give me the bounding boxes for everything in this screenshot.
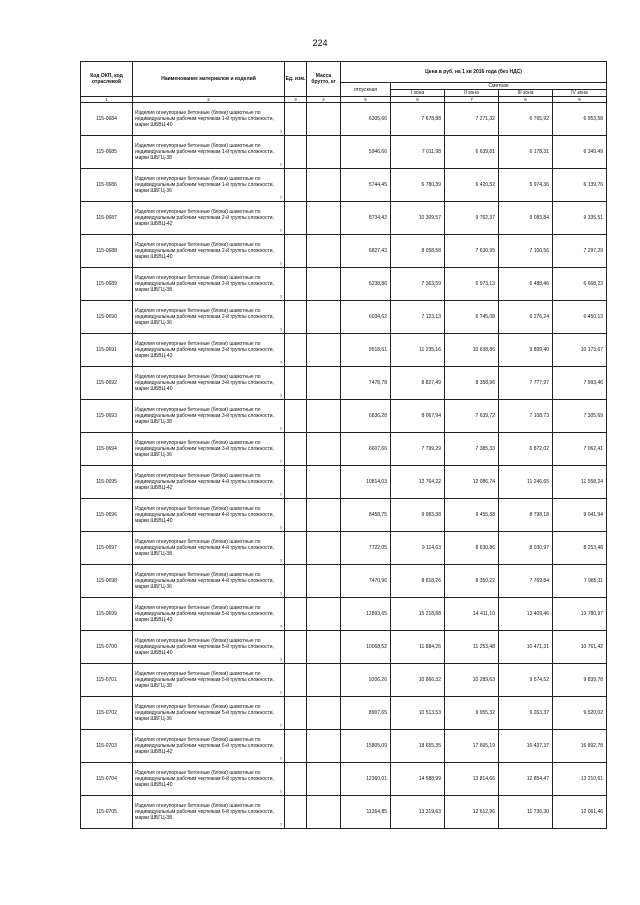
mass-cell (307, 664, 341, 697)
zone-3-price: 9 083,84 (499, 202, 553, 235)
unit-cell (285, 697, 307, 730)
row-mark: т (279, 261, 282, 266)
row-mark: т (279, 756, 282, 761)
unit-cell (285, 169, 307, 202)
row-mark: т (279, 789, 282, 794)
zone-1-price: 8 067,94 (391, 400, 445, 433)
zone-2-price: 6 973,13 (445, 268, 499, 301)
mass-cell (307, 598, 341, 631)
zone-2-price: 6 420,52 (445, 169, 499, 202)
zone-1-price: 13 319,63 (391, 796, 445, 829)
zone-1-price: 7 799,29 (391, 433, 445, 466)
zone-3-price: 11 246,65 (499, 466, 553, 499)
release-price: 12360,01 (341, 763, 391, 796)
column-number: 8 (499, 97, 553, 103)
row-mark: т (279, 690, 282, 695)
unit-cell (285, 136, 307, 169)
zone-2-price: 10 638,86 (445, 334, 499, 367)
table-row (81, 268, 607, 301)
table-body (81, 103, 607, 829)
product-name-cell (133, 763, 285, 796)
product-name: Изделия огнеупорные бетонные (блоки) шамотные по индивидуальным рабочим чертежам 4-й группы сложности, марки ШБГЦ-36 (135, 572, 274, 590)
table-row (81, 433, 607, 466)
zone-2-price: 7 385,33 (445, 433, 499, 466)
zone-2-price: 7 271,32 (445, 103, 499, 136)
zone-3-price: 7 769,84 (499, 565, 553, 598)
header-name: Наименование материалов и изделий (133, 62, 285, 97)
header-code: Код ОКП, код отраслевой (81, 62, 133, 97)
row-mark: т (279, 360, 282, 365)
zone-2-price: 13 814,66 (445, 763, 499, 796)
product-name: Изделия огнеупорные бетонные (блоки) шамотные по индивидуальным рабочим чертежам 5-й группы сложности, марки ШБГЦ-38 (135, 671, 274, 689)
header-zone-2: II зона (445, 90, 499, 97)
header-zone-1: I зона (391, 90, 445, 97)
unit-cell (285, 301, 307, 334)
zone-2-price: 6 745,08 (445, 301, 499, 334)
unit-cell (285, 433, 307, 466)
mass-cell (307, 169, 341, 202)
product-name-cell (133, 730, 285, 763)
product-name: Изделия огнеупорные бетонные (блоки) шамотные по индивидуальным рабочим чертежам 5-й группы сложности, марки ШБВЦ-42 (135, 605, 274, 623)
zone-4-price: 9 335,51 (553, 202, 607, 235)
zone-1-price: 7 011,98 (391, 136, 445, 169)
table-row (81, 730, 607, 763)
zone-4-price: 7 985,11 (553, 565, 607, 598)
mass-cell (307, 235, 341, 268)
zone-4-price: 8 253,48 (553, 532, 607, 565)
unit-cell (285, 796, 307, 829)
release-price: 6836,28 (341, 400, 391, 433)
zone-3-price: 6 178,31 (499, 136, 553, 169)
zone-1-price: 15 218,88 (391, 598, 445, 631)
unit-cell (285, 334, 307, 367)
zone-4-price: 13 210,61 (553, 763, 607, 796)
zone-3-price: 7 100,56 (499, 235, 553, 268)
zone-4-price: 10 173,67 (553, 334, 607, 367)
table-row (81, 103, 607, 136)
zone-4-price: 7 062,41 (553, 433, 607, 466)
column-number: 6 (391, 97, 445, 103)
zone-2-price: 10 289,63 (445, 664, 499, 697)
product-name-cell (133, 598, 285, 631)
row-mark: т (279, 327, 282, 332)
unit-cell (285, 499, 307, 532)
mass-cell (307, 136, 341, 169)
column-number: 3 (285, 97, 307, 103)
release-price: 6827,43 (341, 235, 391, 268)
zone-3-price: 6 872,02 (499, 433, 553, 466)
mass-cell (307, 565, 341, 598)
mass-cell (307, 763, 341, 796)
unit-cell (285, 400, 307, 433)
mass-cell (307, 631, 341, 664)
zone-3-price: 9 263,37 (499, 697, 553, 730)
release-price: 8907,65 (341, 697, 391, 730)
mass-cell (307, 433, 341, 466)
product-code: 115-0702 (81, 697, 133, 730)
zone-2-price: 8 350,22 (445, 565, 499, 598)
unit-cell (285, 598, 307, 631)
mass-cell (307, 268, 341, 301)
product-name: Изделия огнеупорные бетонные (блоки) шамотные по индивидуальным рабочим чертежам 6-й группы сложности, марки ШБГЦ-38 (135, 803, 274, 821)
zone-4-price: 6 139,76 (553, 169, 607, 202)
zone-1-price: 14 588,99 (391, 763, 445, 796)
zone-4-price: 9 041,94 (553, 499, 607, 532)
product-name-cell (133, 301, 285, 334)
zone-2-price: 11 253,48 (445, 631, 499, 664)
zone-1-price: 9 114,63 (391, 532, 445, 565)
product-code: 115-0705 (81, 796, 133, 829)
column-number: 5 (341, 97, 391, 103)
zone-1-price: 11 235,16 (391, 334, 445, 367)
row-mark: т (279, 228, 282, 233)
product-name-cell (133, 103, 285, 136)
product-code: 115-0688 (81, 235, 133, 268)
unit-cell (285, 565, 307, 598)
release-price: 11264,85 (341, 796, 391, 829)
release-price: 6305,66 (341, 103, 391, 136)
product-name: Изделия огнеупорные бетонные (блоки) шамотные по индивидуальным рабочим чертежам 1-й группы сложности, марки ШБГЦ-38 (135, 143, 274, 161)
product-name-cell (133, 697, 285, 730)
zone-2-price: 9 955,32 (445, 697, 499, 730)
product-code: 115-0692 (81, 367, 133, 400)
zone-4-price: 6 953,58 (553, 103, 607, 136)
zone-1-price: 8 818,26 (391, 565, 445, 598)
zone-3-price: 8 798,18 (499, 499, 553, 532)
column-number: 9 (553, 97, 607, 103)
table-row (81, 763, 607, 796)
table-row (81, 532, 607, 565)
table-row (81, 664, 607, 697)
zone-4-price: 9 520,02 (553, 697, 607, 730)
zone-1-price: 7 363,59 (391, 268, 445, 301)
release-price: 8458,75 (341, 499, 391, 532)
product-name: Изделия огнеупорные бетонные (блоки) шамотные по индивидуальным рабочим чертежам 3-й группы сложности, марки ШБВЦ-40 (135, 374, 274, 392)
product-code: 115-0693 (81, 400, 133, 433)
product-code: 115-0703 (81, 730, 133, 763)
zone-3-price: 8 030,97 (499, 532, 553, 565)
zone-2-price: 7 639,72 (445, 400, 499, 433)
product-name-cell (133, 631, 285, 664)
row-mark: т (279, 525, 282, 530)
product-code: 115-0691 (81, 334, 133, 367)
release-price: 5946,66 (341, 136, 391, 169)
unit-cell (285, 532, 307, 565)
mass-cell (307, 730, 341, 763)
mass-cell (307, 400, 341, 433)
unit-cell (285, 103, 307, 136)
product-code: 115-0686 (81, 169, 133, 202)
table-row (81, 598, 607, 631)
mass-cell (307, 499, 341, 532)
product-code: 115-0690 (81, 301, 133, 334)
row-mark: т (279, 657, 282, 662)
product-name-cell (133, 565, 285, 598)
header-estimate: Сметная (391, 83, 607, 90)
release-price: 6607,66 (341, 433, 391, 466)
product-name-cell (133, 334, 285, 367)
zone-1-price: 10 513,53 (391, 697, 445, 730)
table-row (81, 202, 607, 235)
zone-2-price: 6 639,81 (445, 136, 499, 169)
zone-1-price: 6 780,39 (391, 169, 445, 202)
product-name: Изделия огнеупорные бетонные (блоки) шамотные по индивидуальным рабочим чертежам 6-й группы сложности, марки ШБВЦ-42 (135, 737, 274, 755)
product-name: Изделия огнеупорные бетонные (блоки) шамотные по индивидуальным рабочим чертежам 3-й группы сложности, марки ШБВЦ-42 (135, 341, 274, 359)
product-name: Изделия огнеупорные бетонные (блоки) шамотные по индивидуальным рабочим чертежам 3-й группы сложности, марки ШБГЦ-38 (135, 407, 274, 425)
price-table (80, 61, 607, 829)
product-name-cell (133, 400, 285, 433)
product-name-cell (133, 796, 285, 829)
product-code: 115-0704 (81, 763, 133, 796)
row-mark: т (279, 426, 282, 431)
table-row (81, 565, 607, 598)
zone-1-price: 12 764,22 (391, 466, 445, 499)
column-number: 2 (133, 97, 285, 103)
product-code: 115-0695 (81, 466, 133, 499)
unit-cell (285, 664, 307, 697)
product-name: Изделия огнеупорные бетонные (блоки) шамотные по индивидуальным рабочим чертежам 4-й группы сложности, марки ШБВЦ-42 (135, 473, 274, 491)
column-number: 7 (445, 97, 499, 103)
product-name-cell (133, 268, 285, 301)
unit-cell (285, 268, 307, 301)
header-release: отпускная (341, 83, 391, 97)
product-name: Изделия огнеупорные бетонные (блоки) шамотные по индивидуальным рабочим чертежам 1-й группы сложности, марки ШБВЦ-40 (135, 110, 274, 128)
product-code: 115-0696 (81, 499, 133, 532)
table-row (81, 169, 607, 202)
zone-2-price: 14 411,10 (445, 598, 499, 631)
zone-3-price: 12 854,47 (499, 763, 553, 796)
release-price: 8734,42 (341, 202, 391, 235)
unit-cell (285, 367, 307, 400)
page-number: 224 (312, 38, 328, 48)
release-price: 6034,62 (341, 301, 391, 334)
product-name: Изделия огнеупорные бетонные (блоки) шамотные по индивидуальным рабочим чертежам 6-й группы сложности, марки ШБВЦ-40 (135, 770, 274, 788)
release-price: 7478,78 (341, 367, 391, 400)
product-code: 115-0701 (81, 664, 133, 697)
unit-cell (285, 763, 307, 796)
mass-cell (307, 367, 341, 400)
release-price: 10814,03 (341, 466, 391, 499)
zone-3-price: 5 974,36 (499, 169, 553, 202)
table-row (81, 301, 607, 334)
zone-3-price: 16 437,37 (499, 730, 553, 763)
row-mark: т (279, 162, 282, 167)
zone-4-price: 7 297,29 (553, 235, 607, 268)
table-row (81, 136, 607, 169)
row-mark: т (279, 294, 282, 299)
zone-2-price: 8 358,96 (445, 367, 499, 400)
product-name: Изделия огнеупорные бетонные (блоки) шамотные по индивидуальным рабочим чертежам 4-й группы сложности, марки ШБГЦ-38 (135, 539, 274, 557)
zone-3-price: 9 899,40 (499, 334, 553, 367)
table-row (81, 400, 607, 433)
zone-4-price: 10 761,42 (553, 631, 607, 664)
table-row (81, 499, 607, 532)
product-name: Изделия огнеупорные бетонные (блоки) шамотные по индивидуальным рабочим чертежам 2-й группы сложности, марки ШБВЦ-40 (135, 242, 274, 260)
zone-3-price: 6 276,24 (499, 301, 553, 334)
mass-cell (307, 301, 341, 334)
table-row (81, 334, 607, 367)
row-mark: т (279, 558, 282, 563)
row-mark: т (279, 591, 282, 596)
zone-3-price: 6 488,46 (499, 268, 553, 301)
product-name-cell (133, 235, 285, 268)
product-code: 115-0685 (81, 136, 133, 169)
release-price: 12893,65 (341, 598, 391, 631)
table-row (81, 235, 607, 268)
product-code: 115-0694 (81, 433, 133, 466)
zone-3-price: 7 777,97 (499, 367, 553, 400)
release-price: 15805,09 (341, 730, 391, 763)
row-mark: т (279, 624, 282, 629)
table-row (81, 796, 607, 829)
release-price: 7722,05 (341, 532, 391, 565)
row-mark: т (279, 129, 282, 134)
product-code: 115-0700 (81, 631, 133, 664)
product-name: Изделия огнеупорные бетонные (блоки) шамотные по индивидуальным рабочим чертежам 2-й группы сложности, марки ШБГЦ-38 (135, 275, 274, 293)
product-name-cell (133, 532, 285, 565)
product-name-cell (133, 466, 285, 499)
zone-1-price: 10 309,57 (391, 202, 445, 235)
release-price: 9206,26 (341, 664, 391, 697)
zone-2-price: 8 630,86 (445, 532, 499, 565)
zone-3-price: 7 108,73 (499, 400, 553, 433)
zone-1-price: 11 884,26 (391, 631, 445, 664)
header-unit: Ед. изм. (285, 62, 307, 97)
row-mark: т (279, 195, 282, 200)
product-name-cell (133, 367, 285, 400)
product-name-cell (133, 136, 285, 169)
unit-cell (285, 202, 307, 235)
zone-1-price: 10 866,32 (391, 664, 445, 697)
mass-cell (307, 697, 341, 730)
zone-2-price: 9 455,38 (445, 499, 499, 532)
zone-3-price: 10 471,31 (499, 631, 553, 664)
zone-4-price: 7 305,69 (553, 400, 607, 433)
row-mark: т (279, 393, 282, 398)
release-price: 5744,45 (341, 169, 391, 202)
product-code: 115-0699 (81, 598, 133, 631)
zone-4-price: 16 892,78 (553, 730, 607, 763)
product-name: Изделия огнеупорные бетонные (блоки) шамотные по индивидуальным рабочим чертежам 5-й группы сложности, марки ШБВЦ-40 (135, 638, 274, 656)
unit-cell (285, 466, 307, 499)
zone-4-price: 6 668,23 (553, 268, 607, 301)
table-row (81, 367, 607, 400)
row-mark: т (279, 723, 282, 728)
zone-2-price: 9 762,37 (445, 202, 499, 235)
zone-4-price: 13 780,97 (553, 598, 607, 631)
zone-3-price: 11 736,30 (499, 796, 553, 829)
product-code: 115-0697 (81, 532, 133, 565)
row-mark: т (279, 492, 282, 497)
product-code: 115-0698 (81, 565, 133, 598)
mass-cell (307, 202, 341, 235)
product-code: 115-0687 (81, 202, 133, 235)
column-number: 4 (307, 97, 341, 103)
unit-cell (285, 631, 307, 664)
product-name-cell (133, 499, 285, 532)
release-price: 7470,96 (341, 565, 391, 598)
zone-2-price: 7 630,95 (445, 235, 499, 268)
product-name: Изделия огнеупорные бетонные (блоки) шамотные по индивидуальным рабочим чертежам 5-й группы сложности, марки ШБГЦ-36 (135, 704, 274, 722)
column-number: 1 (81, 97, 133, 103)
table-row (81, 697, 607, 730)
zone-4-price: 6 450,13 (553, 301, 607, 334)
product-name-cell (133, 664, 285, 697)
mass-cell (307, 466, 341, 499)
zone-4-price: 7 993,46 (553, 367, 607, 400)
zone-1-price: 9 983,38 (391, 499, 445, 532)
product-name-cell (133, 169, 285, 202)
zone-3-price: 9 574,52 (499, 664, 553, 697)
zone-1-price: 7 678,88 (391, 103, 445, 136)
header-zone-3: III зона (499, 90, 553, 97)
product-name: Изделия огнеупорные бетонные (блоки) шамотные по индивидуальным рабочим чертежам 3-й группы сложности, марки ШБГЦ-36 (135, 440, 274, 458)
row-mark: т (279, 822, 282, 827)
header-price-group: Цена в руб. на 1 кв 2016 года (без НДС) (341, 62, 607, 83)
release-price: 10068,52 (341, 631, 391, 664)
product-name-cell (133, 202, 285, 235)
table-row (81, 466, 607, 499)
zone-1-price: 18 655,35 (391, 730, 445, 763)
zone-4-price: 12 061,46 (553, 796, 607, 829)
unit-cell (285, 730, 307, 763)
product-name: Изделия огнеупорные бетонные (блоки) шамотные по индивидуальным рабочим чертежам 2-й группы сложности, марки ШБВЦ-42 (135, 209, 274, 227)
product-code: 115-0684 (81, 103, 133, 136)
mass-cell (307, 334, 341, 367)
product-name-cell (133, 433, 285, 466)
zone-2-price: 17 665,19 (445, 730, 499, 763)
table-row (81, 631, 607, 664)
header-mass: Масса брутто, кг (307, 62, 341, 97)
zone-4-price: 9 839,78 (553, 664, 607, 697)
release-price: 6238,86 (341, 268, 391, 301)
zone-1-price: 7 123,13 (391, 301, 445, 334)
product-name: Изделия огнеупорные бетонные (блоки) шамотные по индивидуальным рабочим чертежам 1-й группы сложности, марки ШБГЦ-36 (135, 176, 274, 194)
product-name: Изделия огнеупорные бетонные (блоки) шамотные по индивидуальным рабочим чертежам 4-й группы сложности, марки ШБВЦ-40 (135, 506, 274, 524)
zone-1-price: 8 827,49 (391, 367, 445, 400)
product-name: Изделия огнеупорные бетонные (блоки) шамотные по индивидуальным рабочим чертежам 2-й группы сложности, марки ШБГЦ-36 (135, 308, 274, 326)
header-zone-4: IV зона (553, 90, 607, 97)
zone-1-price: 8 058,58 (391, 235, 445, 268)
unit-cell (285, 235, 307, 268)
zone-4-price: 6 349,49 (553, 136, 607, 169)
mass-cell (307, 103, 341, 136)
release-price: 9518,61 (341, 334, 391, 367)
zone-2-price: 12 612,96 (445, 796, 499, 829)
zone-4-price: 11 558,24 (553, 466, 607, 499)
zone-3-price: 6 765,92 (499, 103, 553, 136)
product-code: 115-0689 (81, 268, 133, 301)
mass-cell (307, 796, 341, 829)
mass-cell (307, 532, 341, 565)
zone-3-price: 13 409,46 (499, 598, 553, 631)
zone-2-price: 12 086,74 (445, 466, 499, 499)
row-mark: т (279, 459, 282, 464)
